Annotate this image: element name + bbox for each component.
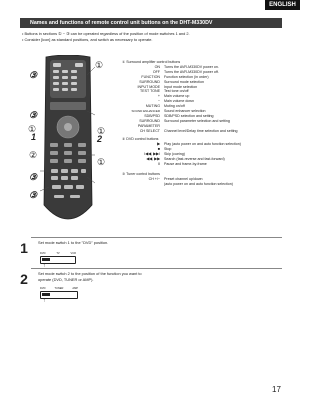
page-number: 17 — [272, 385, 281, 394]
button-row: PARAMETER — [137, 123, 160, 128]
switch-track — [40, 256, 76, 264]
callout-3-bottom: ③ — [29, 190, 38, 200]
button-row: TEST TONE Test tone on/off — [140, 89, 189, 94]
section-tuner-control — [122, 172, 287, 187]
section-header: Names and functions of remote control unit buttons on the DHT-M330DV — [20, 18, 282, 28]
button-row: ON Turns the AVR-M330DV power on. — [154, 64, 219, 69]
button-row: ◀◀, ▶▶ Search (fast-reverse and fast-forward) — [146, 156, 225, 161]
button-row: INPUT MODE Input mode selection — [137, 84, 198, 89]
step-1-divider — [31, 237, 282, 238]
step-2-divider — [31, 268, 282, 269]
button-row: MUTING Muting on/off — [145, 104, 185, 109]
step-1-text: Set mode switch 1 to the "DVD" position. — [38, 240, 109, 245]
section-surround-amp-heading: ① Surround amplifier control buttons — [122, 60, 181, 64]
switch-label-dvd: DVD — [40, 252, 46, 255]
step-2-text: Set mode switch 2 to the position of the function you want to operate (DVD, TUNER or AMP). — [38, 271, 142, 282]
bullet-notes — [22, 31, 282, 43]
bullet-note-2: • Consider [icon] as standard positions, and switch as necessary to operate. — [22, 37, 153, 42]
mode-switch-1-illustration — [40, 252, 76, 269]
section-tuner-control-heading: ③ Tuner control buttons — [122, 172, 160, 176]
section-dvd-control-heading: ② DVD control buttons — [122, 137, 159, 141]
button-row: FUNCTION Function selection (in order) — [141, 74, 209, 79]
callout-3-mid: ③ — [29, 110, 38, 120]
callout-1-right: ① — [97, 126, 106, 136]
button-row: SURROUND Surround mode selection — [139, 79, 204, 84]
step-1-number: 1 — [20, 240, 28, 256]
button-row: − Main volume down — [157, 99, 194, 104]
button-row: I◀◀, ▶▶I Skip (cueing) — [144, 151, 185, 156]
callout-1-lower: ① — [97, 157, 106, 167]
callout-1-top: ① — [95, 60, 104, 70]
callout-3-lower: ③ — [29, 172, 38, 182]
language-tab: ENGLISH — [265, 0, 300, 10]
callout-3-top: ③ — [29, 70, 38, 80]
button-row: II Pause and frame-by-frame — [157, 161, 207, 166]
switch-track — [40, 291, 78, 299]
button-row: OFF Turns the AVR-M330DV power off. — [152, 69, 219, 74]
button-row: + Main volume up — [157, 94, 190, 99]
callout-num-1: 1 — [31, 132, 37, 142]
button-row: (auto power on and auto function selection) — [164, 181, 233, 186]
switch-label-vcr: VCR — [70, 252, 76, 255]
bullet-note-1: • Buttons in sections ① ~ ③ can be operated regardless of the position of mode switches 1 and 2. — [22, 31, 190, 36]
button-row: SURROUND Surround parameter selection and setting — [139, 118, 230, 123]
arrow-up-icon: ↑ — [43, 298, 46, 304]
button-row: ■ Stop — [157, 146, 172, 151]
button-row: CH +/− Preset channel up/down — [148, 176, 203, 181]
arrow-up-icon: ↑ — [43, 263, 46, 269]
section-surround-amp — [122, 60, 287, 134]
remote-buttons-mid — [50, 143, 86, 163]
button-row: ▶ Play (auto power on and auto function selection) — [157, 141, 241, 146]
switch-label-amp: AMP — [72, 287, 78, 290]
callout-num-2: 2 — [97, 134, 103, 144]
switch-label-tuner: TUNER — [54, 287, 64, 290]
switch-knob — [42, 293, 50, 296]
callout-2-left: ② — [29, 150, 38, 160]
button-row: CH SELECT Channel level/Delay time selection and setting — [139, 128, 238, 133]
remote-control-illustration — [38, 55, 98, 228]
switch-label-tv: TV — [56, 252, 60, 255]
mode-switch-2-illustration — [40, 287, 78, 304]
button-row: SDB/PSD SDB/PSD selection and setting — [144, 113, 214, 118]
step-2-number: 2 — [20, 271, 28, 287]
section-dvd-control — [122, 137, 287, 166]
switch-knob — [42, 258, 50, 261]
callout-1-left: ① — [28, 124, 37, 134]
button-row: SOUND ENHANCER Sound enhancer selection — [131, 109, 206, 114]
remote-mode-switches — [50, 102, 86, 110]
switch-label-dvd: DVD — [40, 287, 46, 290]
